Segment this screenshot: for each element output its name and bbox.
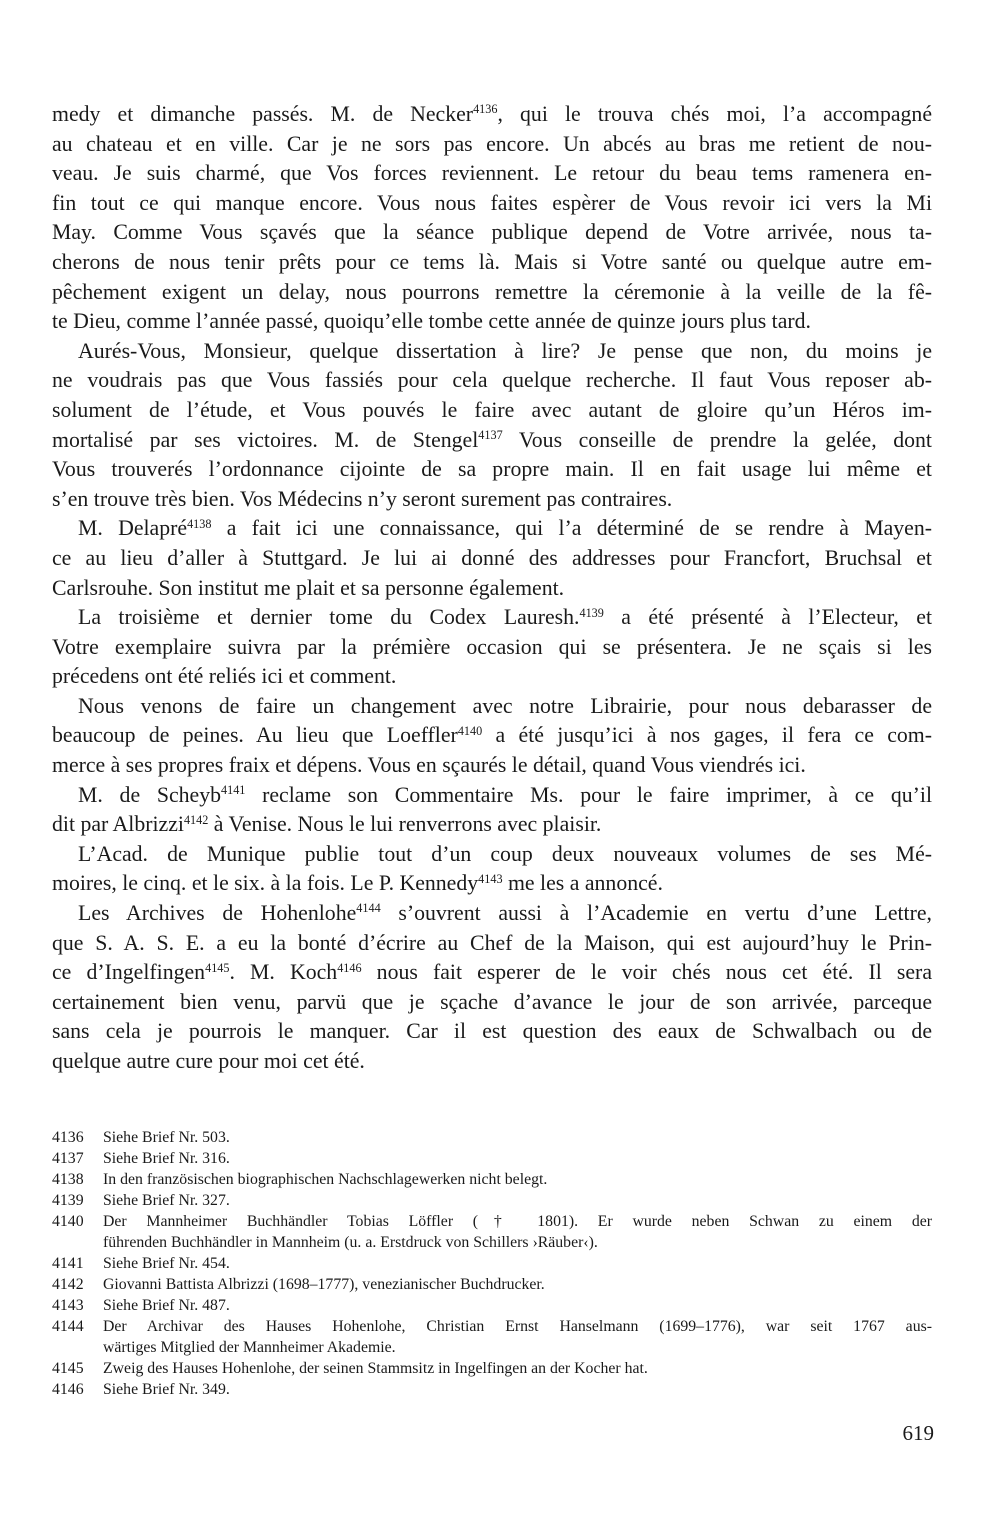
text-segment: précedens ont été reliés ici et comment.	[52, 664, 397, 689]
footnote-ref: 4140	[457, 723, 483, 738]
text-line	[52, 751, 932, 781]
text-line	[52, 958, 932, 988]
text-line	[52, 899, 932, 929]
text-segment: que S. A. S. E. a eu la bonté d’écrire au Chef de la Maison, qui est aujourd’huy le Prin-	[52, 930, 932, 955]
text-line	[52, 869, 932, 899]
footnote-text	[103, 1274, 932, 1295]
text-segment: certainement bien venu, parvü que je sçache d’avance le jour de son arrivée, parceque	[52, 989, 932, 1014]
footnote	[52, 1358, 932, 1379]
text-line	[52, 633, 932, 663]
text-line	[52, 337, 932, 367]
footnote	[52, 1316, 932, 1358]
footnote-ref: 4141	[221, 783, 246, 798]
footnote	[52, 1169, 932, 1190]
text-segment: te Dieu, comme l’année passé, quoiqu’elle tombe cette année de quinze jours plus tard.	[52, 309, 811, 334]
footnote-text	[103, 1190, 932, 1211]
footnote-line: Siehe Brief Nr. 327.	[103, 1192, 230, 1209]
text-line	[52, 366, 932, 396]
footnote-text	[103, 1127, 932, 1148]
text-line	[52, 396, 932, 426]
footnote-number: 4136	[52, 1129, 84, 1146]
footnotes	[52, 1127, 932, 1400]
footnote-line: wärtiges Mitglied der Mannheimer Akademie.	[103, 1339, 396, 1356]
text-segment: nous fait esperer de le voir chés nous cet été. Il sera	[361, 960, 932, 985]
text-segment: beaucoup de peines. Au lieu que Loeffler	[52, 723, 458, 748]
letter-body	[52, 100, 932, 1077]
footnote-number: 4146	[52, 1381, 84, 1398]
text-segment: M. de Scheyb	[78, 782, 222, 807]
footnote-number: 4139	[52, 1192, 84, 1209]
footnote-text	[103, 1253, 932, 1274]
footnote-ref: 4142	[183, 812, 209, 827]
text-segment: dit par Albrizzi	[52, 812, 184, 837]
text-segment: a été présenté à l’Electeur, et	[603, 605, 932, 630]
text-segment: mortalisé par ses victoires. M. de Stengel	[52, 427, 479, 452]
text-segment: Carlsrouhe. Son institut me plait et sa personne également.	[52, 575, 565, 600]
text-segment: ce d’Ingelfingen	[52, 960, 206, 985]
text-segment: me les a annoncé.	[502, 871, 663, 896]
text-segment: a été jusqu’ici à nos gages, il fera ce com-	[482, 723, 932, 748]
text-segment: medy et dimanche passés. M. de Necker	[52, 102, 474, 126]
text-line	[52, 574, 932, 604]
text-line	[52, 455, 932, 485]
text-segment: pêchement exigent un delay, nous pourrons remettre la céremonie à la veille de la fê-	[52, 279, 932, 304]
footnote-ref: 4146	[337, 960, 362, 975]
text-segment: sans cela je pourrois le manquer. Car il est question des eaux de Schwalbach ou de	[52, 1019, 932, 1044]
page-number: 619	[902, 1421, 934, 1445]
footnote-text	[103, 1169, 932, 1190]
footnote-text	[103, 1211, 932, 1253]
text-segment: Aurés-Vous, Monsieur, quelque dissertation à lire? Je pense que non, du moins je	[78, 338, 932, 363]
text-line	[52, 603, 932, 633]
text-line	[52, 426, 932, 456]
footnote	[52, 1127, 932, 1148]
footnote-text	[103, 1316, 932, 1358]
text-line	[52, 662, 932, 692]
footnote-text	[103, 1148, 932, 1169]
footnote	[52, 1148, 932, 1169]
footnote-text	[103, 1379, 932, 1400]
footnote	[52, 1379, 932, 1400]
text-segment: au chateau et en ville. Car je ne sors pas encore. Un abcés au bras me retient de nou-	[52, 131, 932, 156]
footnote-line: In den französischen biographischen Nachschlagewerken nicht belegt.	[103, 1171, 548, 1188]
footnote-number: 4138	[52, 1171, 84, 1188]
text-line	[52, 278, 932, 308]
footnote-line: Siehe Brief Nr. 316.	[103, 1150, 230, 1167]
text-segment: ce au lieu d’aller à Stuttgard. Je lui ai donné des addresses pour Francfort, Bruchsal et	[52, 545, 932, 570]
text-line	[52, 1047, 932, 1077]
text-line	[52, 159, 932, 189]
text-segment: May. Comme Vous sçavés que la séance publique depend de Votre arrivée, nous ta-	[52, 220, 932, 245]
footnote-line: Siehe Brief Nr. 487.	[103, 1297, 230, 1314]
text-segment: à Venise. Nous le lui renverrons avec plaisir.	[208, 812, 602, 837]
text-line	[52, 544, 932, 574]
text-segment: solument de l’étude, et Vous pouvés le faire avec autant de gloire qu’un Héros im-	[52, 397, 932, 422]
text-line	[52, 692, 932, 722]
footnote-ref: 4145	[205, 960, 230, 975]
text-segment: La troisième et dernier tome du Codex Lauresh.	[78, 605, 580, 630]
text-segment: M. Delapré	[78, 516, 188, 541]
footnote-line: führenden Buchhändler in Mannheim (u. a. Erstdruck von Schillers ›Räuber‹).	[103, 1234, 598, 1251]
text-segment: veau. Je suis charmé, que Vos forces reviennent. Le retour du beau tems ramenera en-	[52, 161, 932, 186]
footnote	[52, 1295, 932, 1316]
footnote	[52, 1190, 932, 1211]
footnote	[52, 1274, 932, 1295]
text-line	[52, 218, 932, 248]
text-segment: Nous venons de faire un changement avec notre Librairie, pour nous debarasser de	[78, 693, 932, 718]
text-segment: quelque autre cure pour moi cet été.	[52, 1049, 365, 1073]
footnote-line: Siehe Brief Nr. 349.	[103, 1381, 230, 1398]
footnote-ref: 4139	[579, 605, 604, 620]
text-segment: cherons de nous tenir prêts pour ce tems là. Mais si Votre santé ou quelque autre em-	[52, 249, 932, 274]
text-line	[52, 307, 932, 337]
text-line	[52, 485, 932, 515]
text-line	[52, 248, 932, 278]
text-segment: Vous trouverés l’ordonnance cijointe de sa propre main. Il en fait usage lui même et	[52, 457, 932, 482]
text-segment: reclame son Commentaire Ms. pour le faire imprimer, à ce qu’il	[245, 782, 932, 807]
footnote	[52, 1211, 932, 1253]
text-line	[52, 100, 932, 130]
text-line	[52, 988, 932, 1018]
text-segment: a fait ici une connaissance, qui l’a déterminé de se rendre à Mayen-	[211, 516, 932, 541]
footnote-ref: 4138	[187, 516, 212, 531]
footnote-text	[103, 1358, 932, 1379]
footnote-ref: 4136	[473, 102, 498, 117]
text-line	[52, 189, 932, 219]
footnote-number: 4141	[52, 1255, 84, 1272]
text-segment: merce à ses propres fraix et dépens. Vous en sçaurés le détail, quand Vous viendrés ici.	[52, 753, 806, 778]
footnote-number: 4144	[52, 1318, 84, 1335]
text-line	[52, 1017, 932, 1047]
footnote-number: 4145	[52, 1360, 84, 1377]
text-segment: , qui le trouva chés moi, l’a accompagné	[497, 102, 932, 126]
text-segment: moires, le cinq. et le six. à la fois. Le P. Kennedy	[52, 871, 479, 896]
footnote-line: Siehe Brief Nr. 454.	[103, 1255, 230, 1272]
footnote-number: 4140	[52, 1213, 84, 1230]
text-segment: . M. Koch	[229, 960, 338, 985]
text-segment: ne voudrais pas que Vous fassiés pour cela quelque recherche. Il faut Vous reposer ab-	[52, 368, 932, 393]
text-line	[52, 130, 932, 160]
footnote-line: Der Archivar des Hauses Hohenlohe, Christian Ernst Hanselmann (1699–1776), war seit 1767 aus-	[103, 1318, 932, 1335]
footnote-line: Zweig des Hauses Hohenlohe, der seinen Stammsitz in Ingelfingen an der Kocher hat.	[103, 1360, 648, 1377]
footnote-line: Siehe Brief Nr. 503.	[103, 1129, 230, 1146]
text-line	[52, 781, 932, 811]
text-line	[52, 721, 932, 751]
text-segment: s’ouvrent aussi à l’Academie en vertu d’une Lettre,	[380, 901, 932, 926]
footnote-number: 4137	[52, 1150, 84, 1167]
footnote-number: 4143	[52, 1297, 84, 1314]
text-line	[52, 810, 932, 840]
footnote-ref: 4137	[478, 427, 503, 442]
text-segment: Les Archives de Hohenlohe	[78, 901, 357, 926]
text-segment: Votre exemplaire suivra par la prémière occasion qui se présentera. Je ne sçais si les	[52, 634, 932, 659]
text-segment: Vous conseille de prendre la gelée, dont	[502, 427, 932, 452]
text-segment: L’Acad. de Munique publie tout d’un coup deux nouveaux volumes de ses Mé-	[78, 841, 932, 866]
text-segment: fin tout ce qui manque encore. Vous nous faites espèrer de Vous revoir ici vers la Mi	[52, 190, 932, 215]
text-line	[52, 929, 932, 959]
text-line	[52, 514, 932, 544]
footnote-ref: 4143	[478, 871, 503, 886]
footnote-ref: 4144	[356, 901, 381, 916]
footnote	[52, 1253, 932, 1274]
footnote-line: Der Mannheimer Buchhändler Tobias Löffler († 1801). Er wurde neben Schwan zu einem der	[103, 1213, 932, 1230]
footnote-line: Giovanni Battista Albrizzi (1698–1777), venezianischer Buchdrucker.	[103, 1276, 545, 1293]
text-segment: s’en trouve très bien. Vos Médecins n’y seront surement pas contraires.	[52, 486, 673, 511]
footnote-number: 4142	[52, 1276, 84, 1293]
footnote-text	[103, 1295, 932, 1316]
text-line	[52, 840, 932, 870]
